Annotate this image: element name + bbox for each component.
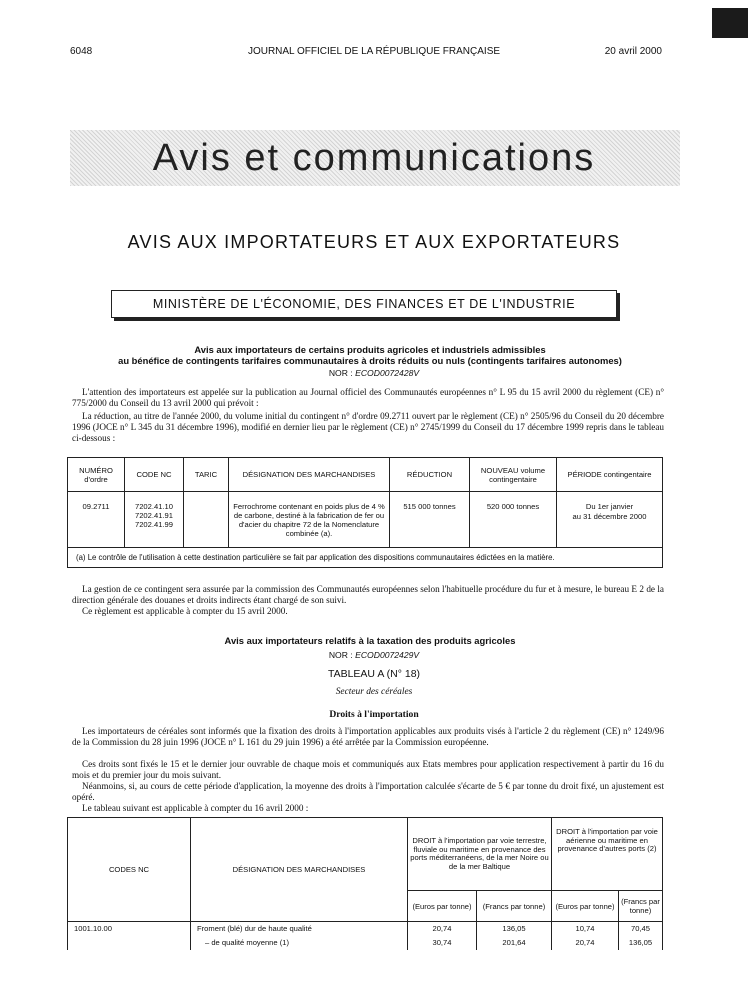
cell-euros-2: 20,74 xyxy=(552,936,619,950)
contingent-table xyxy=(67,457,663,568)
corner-mark xyxy=(712,8,748,38)
notice1-paragraph-1: L'attention des importateurs est appelée sur la publication au Journal officiel des Communautés européennes n° L 95 du 15 avril 2000 du règlement (CE) n° 775/2000 du Conseil du 13 avril 2000 qui prévoit : xyxy=(72,387,664,408)
notice1-nor xyxy=(0,368,748,378)
cell-nouveau: 520 000 tonnes xyxy=(470,492,557,548)
header-droit-other-ports: DROIT à l'importation par voie aérienne ou maritime en provenance d'autres ports (2) xyxy=(552,818,663,891)
nor-code: ECOD0072429V xyxy=(355,650,420,660)
code-3: 7202.41.99 xyxy=(134,520,173,529)
cell-reduction: 515 000 tonnes xyxy=(390,492,470,548)
header-nouveau: NOUVEAU volume contingentaire xyxy=(470,458,557,492)
code-2: 7202.41.91 xyxy=(134,511,173,520)
cell-code: 1001.10.00 xyxy=(68,922,191,936)
cell-designation: Froment (blé) dur de haute qualité xyxy=(191,922,408,936)
notice2-nor xyxy=(0,650,748,660)
table-header-row xyxy=(68,458,663,492)
header-periode: PÉRIODE contingentaire xyxy=(557,458,663,492)
notice1-paragraph-2: La réduction, au titre de l'année 2000, du volume initial du contingent n° d'ordre 09.2711 ouvert par le règlement (CE) n° 2505/96 du Conseil du 20 décembre 1996 (JOCE n° L 345 du 31 décembre 1996), modifié en dernier lieu par le règlement (CE) n° 2745/1999 du Conseil du 17 décembre 1999 repris dans le tableau ci-dessous : xyxy=(72,411,664,443)
notice1-title-line2: au bénéfice de contingents tarifaires communautaires à droits réduits ou nuls (contingents tarifaires autonomes) xyxy=(118,355,622,366)
cell-designation: – de qualité moyenne (1) xyxy=(191,936,408,950)
cell-code xyxy=(68,936,191,950)
table-footnote-row xyxy=(68,548,663,568)
cell-taric xyxy=(184,492,229,548)
header-designation: DÉSIGNATION DES MARCHANDISES xyxy=(191,818,408,922)
table-header-row xyxy=(68,818,663,891)
header-taric: TARIC xyxy=(184,458,229,492)
cell-numero: 09.2711 xyxy=(68,492,125,548)
cell-euros-1: 30,74 xyxy=(408,936,477,950)
header-date: 20 avril 2000 xyxy=(604,46,662,57)
cell-periode xyxy=(557,492,663,548)
header-reduction: RÉDUCTION xyxy=(390,458,470,492)
cell-euros-1: 20,74 xyxy=(408,922,477,936)
import-duty-table xyxy=(67,817,663,950)
header-francs-2: (Francs par tonne) xyxy=(619,891,663,922)
page-number: 6048 xyxy=(70,46,93,57)
notice1-title-line1: Avis aux importateurs de certains produits agricoles et industriels admissibles xyxy=(194,344,546,355)
table-footnote: (a) Le contrôle de l'utilisation à cette destination particulière se fait par application des dispositions communautaires édictées en la matière. xyxy=(68,548,663,568)
code-1: 7202.41.10 xyxy=(134,502,173,511)
cell-francs-1: 201,64 xyxy=(477,936,552,950)
table-row xyxy=(68,936,663,950)
cell-euros-2: 10,74 xyxy=(552,922,619,936)
cell-francs-2: 70,45 xyxy=(619,922,663,936)
journal-title: JOURNAL OFFICIEL DE LA RÉPUBLIQUE FRANÇAISE xyxy=(247,46,501,57)
cell-francs-1: 136,05 xyxy=(477,922,552,936)
header-designation: DÉSIGNATION DES MARCHANDISES xyxy=(229,458,390,492)
notice2-title: Avis aux importateurs relatifs à la taxation des produits agricoles xyxy=(224,635,516,646)
periode-line2: au 31 décembre 2000 xyxy=(572,512,647,521)
secteur-label: Secteur des céréales xyxy=(335,687,413,697)
periode-line1: Du 1er janvier xyxy=(585,502,634,511)
header-codes-nc: CODES NC xyxy=(68,818,191,922)
cell-codes xyxy=(125,492,184,548)
cell-designation: Ferrochrome contenant en poids plus de 4 % de carbone, destiné à la fabrication de fer ou d'acier du chapitre 72 de la Nomenclature combinée (a). xyxy=(229,492,390,548)
table-row xyxy=(68,492,663,548)
droits-heading: Droits à l'importation xyxy=(329,709,419,720)
banner-title: Avis et communications xyxy=(152,137,596,179)
tableau-label: TABLEAU A (N° 18) xyxy=(327,668,421,680)
notice1-paragraph-3: La gestion de ce contingent sera assurée par la commission des Communautés européennes selon l'habituelle procédure du fur et à mesure, le bureau E 2 de la direction générale des douanes et droits indirects étant chargé de son suivi. xyxy=(72,584,664,605)
nor-code: ECOD0072428V xyxy=(355,368,420,378)
cell-francs-2: 136,05 xyxy=(619,936,663,950)
table-row xyxy=(68,922,663,936)
header-droit-mediterranean: DROIT à l'importation par voie terrestre, fluviale ou maritime en provenance des ports méditerranéens, de la mer Noire ou de la mer Baltique xyxy=(408,818,552,891)
section-title: AVIS AUX IMPORTATEURS ET AUX EXPORTATEURS xyxy=(127,232,621,252)
notice1-paragraph-4: Ce règlement est applicable à compter du 15 avril 2000. xyxy=(82,606,288,616)
ministry-box: MINISTÈRE DE L'ÉCONOMIE, DES FINANCES ET DE L'INDUSTRIE xyxy=(111,290,617,318)
notice2-paragraph-3: Néanmoins, si, au cours de cette période d'application, la moyenne des droits à l'importation calculée s'écarte de 5 € par tonne du droit fixé, un ajustement est opéré. xyxy=(72,781,664,802)
header-code-nc: CODE NC xyxy=(125,458,184,492)
notice2-paragraph-1: Les importateurs de céréales sont informés que la fixation des droits à l'importation applicables aux produits visés à l'article 2 du règlement (CE) n° 1249/96 de la Commission du 28 juin 1996 (JOCE n° L 161 du 29 juin 1996) a été arrêtée par la Commission européenne. xyxy=(72,726,664,747)
nor-label: NOR : xyxy=(328,650,353,660)
header-numero: NUMÉRO d'ordre xyxy=(68,458,125,492)
nor-label: NOR : xyxy=(328,368,353,378)
header-euros-1: (Euros par tonne) xyxy=(408,891,477,922)
header-euros-2: (Euros par tonne) xyxy=(552,891,619,922)
header-francs-1: (Francs par tonne) xyxy=(477,891,552,922)
notice2-paragraph-2: Ces droits sont fixés le 15 et le dernier jour ouvrable de chaque mois et communiqués aux Etats membres pour application respectivement à partir du 16 du mois et du premier jour du mois suivant. xyxy=(72,759,664,780)
notice2-paragraph-4: Le tableau suivant est applicable à compter du 16 avril 2000 : xyxy=(82,803,309,813)
